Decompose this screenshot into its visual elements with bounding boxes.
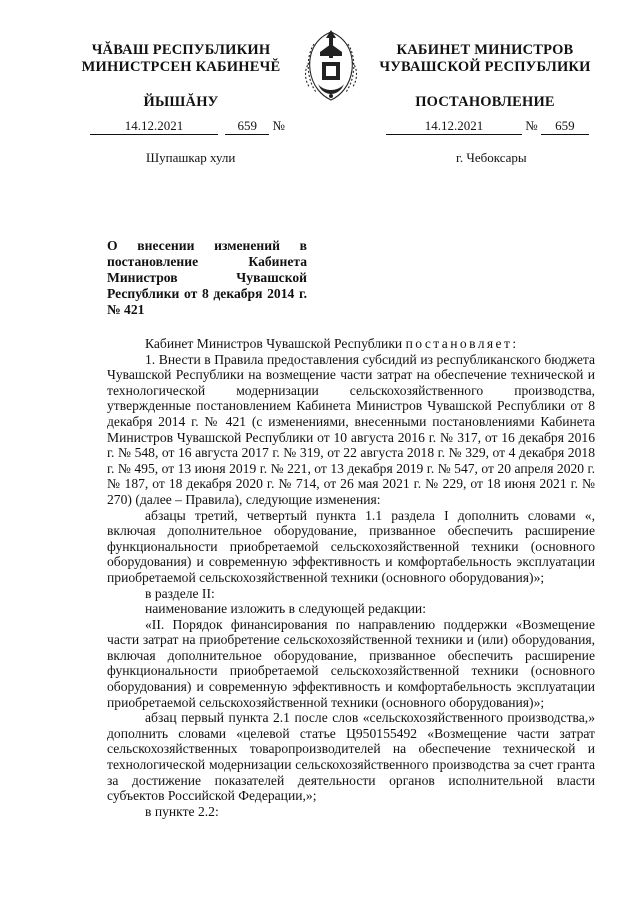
coat-of-arms-icon (296, 22, 366, 106)
right-city: г. Чебоксары (456, 150, 527, 165)
paragraph: в пункте 2.2: (145, 803, 219, 819)
preamble-verb: постановляет: (405, 336, 519, 351)
right-date: 14.12.2021 (386, 118, 522, 135)
paragraph: в разделе II: (145, 585, 215, 601)
right-header-line1: КАБИНЕТ МИНИСТРОВ (396, 42, 574, 58)
left-header (62, 42, 300, 111)
paragraph: абзацы третий, четвертый пункта 1.1 раздела I дополнить словами «, включая дополнительное оборудование, призванное обеспечить расширение функциональности приобретаемой сельскохозяйственной техники (основного оборудования) и современную эффективность и комфортабельность эксплуатации приобретаемой сельскохозяйственной техники (основного оборудования)»; (107, 507, 595, 585)
left-header-line2: МИНИСТРСЕН КАБИНЕЧĔ (81, 59, 281, 75)
paragraph: «II. Порядок финансирования по направлению поддержки «Возмещение части затрат на приобретение сельскохозяйственной техники и (или) оборудования, включая дополнительное оборудование, призванное обеспечить расширение функциональности приобретаемой сельскохозяйственной техники (основного оборудования) и современную эффективность и комфортабельность эксплуатации приобретаемой сельскохозяйственной техники (основного оборудования)»; (107, 616, 595, 710)
right-num-sign: № (525, 118, 538, 133)
document-body (107, 336, 595, 819)
paragraph: 1. Внести в Правила предоставления субсидий из республиканского бюджета Чувашской Республики на возмещение части затрат на обеспечение технической и технологической модернизации сельскохозяйственного производства, утвержденные постановлением Кабинета Министров Чувашской Республики от 8 декабря 2014 г. № 421 (с изменениями, внесенными постановлениями Кабинета Министров Чувашской Республики от 10 августа 2016 г. № 317, от 16 декабря 2016 г. № 548, от 16 августа 2017 г. № 319, от 22 августа 2018 г. № 329, от 4 декабря 2018 г. № 495, от 13 июня 2019 г. № 221, от 13 декабря 2019 г. № 547, от 20 апреля 2020 г. № 187, от 18 декабря 2020 г. № 714, от 26 мая 2021 г. № 229, от 18 июня 2021 г. № 270) (далее – Правила), следующие изменения: (107, 351, 595, 507)
right-header-line2: ЧУВАШСКОЙ РЕСПУБЛИКИ (379, 59, 591, 75)
right-date-number (386, 118, 616, 135)
document-title: О внесении изменений в постановление Кабинета Министров Чувашской Республики от 8 декабря 2014 г. № 421 (107, 238, 307, 317)
left-header-line1: ЧĂВАШ РЕСПУБЛИКИН (91, 42, 271, 58)
right-number: 659 (541, 118, 589, 135)
left-date: 14.12.2021 (90, 118, 218, 135)
left-number: 659 (225, 118, 269, 135)
left-num-sign: № (272, 118, 285, 133)
preamble-lead: Кабинет Министров Чувашской Республики (145, 336, 403, 351)
paragraph: наименование изложить в следующей редакции: (145, 601, 426, 617)
left-city: Шупашкар хули (146, 150, 236, 165)
paragraph: абзац первый пункта 2.1 после слов «сельскохозяйственного производства,» дополнить словами «целевой статье Ц950155492 «Возмещение части затрат сельскохозяйственных товаропроизводителей на обеспечение технической и технологической модернизации сельскохозяйственного производства за счет гранта за достижение показателей деятельности органов исполнительной власти субъектов Российской Федерации,»; (107, 710, 595, 804)
right-header (360, 42, 610, 111)
left-date-number (90, 118, 310, 135)
right-doc-type: ПОСТАНОВЛЕНИЕ (415, 94, 555, 110)
left-doc-type: ЙЫШĂНУ (143, 94, 219, 110)
preamble (107, 336, 595, 352)
